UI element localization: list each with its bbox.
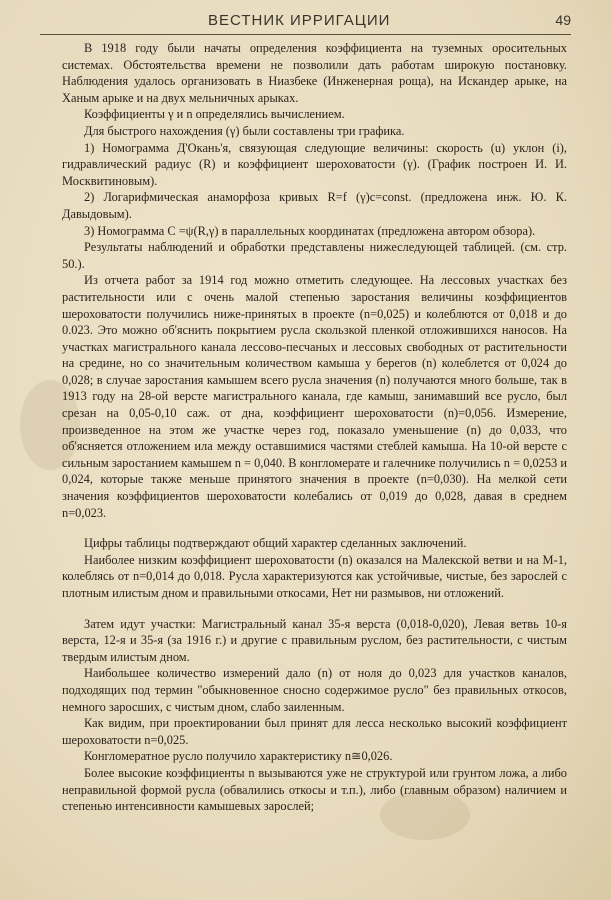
- journal-title: ВЕСТНИК ИРРИГАЦИИ: [208, 12, 391, 29]
- paragraph: 2) Логарифмическая анаморфоза кривых R=f (γ)c=const. (предложена инж. Ю. К. Давыдовым).: [62, 190, 567, 221]
- paragraph: Конгломератное русло получило характеристику n≅0,026.: [84, 749, 393, 764]
- paragraph: 3) Номограмма C =ψ(R,γ) в параллельных координатах (предложена автором обзора).: [84, 223, 536, 238]
- paragraph: Из отчета работ за 1914 год можно отметить следующее. На лессовых участках без растительности или с очень малой степенью заростания величины коэффициентов шероховатости получились ниже-принятых в проекте (n=0,025) и колеблются от 0,018 и до 0.023. Это можно об'яснить покрытием русла скользкой пленкой отложившихся наносов. На участках магистрального канала лессово-песчаных и лессовых свободных от растительности на средине, но со значительным количеством камыша у берегов (n) колеблется от 0,024 до 0,028; в случае заростания камышем всего русла значения (n) получаются много больше, так в 1913 году на 28-ой версте магистрального канала, где камыш, занимавший все русло, был срезан на 0,05-0,10 саж. от дна, коэффициент шероховатости (n)=0,056. Измерение, произведенное на этом же участке через год, показало уменьшение (n) до 0,033, что об'ясняется отложением ила между оставшимися частями стеблей камыша. На 10-ой версте с сильным заростанием камышем n = 0,040. В конгломерате и галечнике получились n = 0,0253 и 0,024, которые также меньше принятого значения в проекте (n=0,030). На мелкой сети значения коэффициентов шероховатости колебались от 0,019 до 0,028, давая в среднем n=0,023.: [62, 273, 567, 520]
- paragraph: В 1918 году были начаты определения коэффициента на туземных оросительных системах. Обстоятельства времени не позволили дать работам широкую постановку. Наблюдения удалось организовать в Ниазбеке (Инженерная роща), на Искандер арыке, на Ханым арыке и на двух мельничных арыках.: [62, 41, 567, 105]
- paragraph: 1) Номограмма Д'Окань'я, связующая следующие величины: скорость (u) уклон (i), гидравлический радиус (R) и коэффициент шероховатости (γ). (График построен И. И. Москвитиновым).: [62, 140, 567, 188]
- paragraph: Результаты наблюдений и обработки представлены нижеследующей таблицей. (см. стр. 50.).: [62, 240, 567, 271]
- paragraph: Для быстрого нахождения (γ) были составлены три графика.: [84, 123, 405, 138]
- article-body: [62, 40, 567, 815]
- paragraph: Наиболее низким коэффициент шероховатости (n) оказался на Малекской ветви и на М-1, колеблясь от n=0,014 до 0,018. Русла характеризуются как устойчивые, чистые, без зарослей с плотным илистым дном и правильными откосами, Нет ни размывов, ни отложений.: [62, 552, 567, 600]
- running-header: [40, 10, 571, 35]
- paragraph: Наибольшее количество измерений дало (n) от ноля до 0,023 для участков каналов, подходящих под термин "обыкновенное сносно содержимое русло" без правильных откосов, немного заросших, с чистым дном, слабо заиленным.: [62, 666, 567, 714]
- paragraph: Более высокие коэффициенты n вызываются уже не структурой или грунтом ложа, а либо неправильной формой русла (обвалились откосы и т.п.), либо (главным образом) наличием и степенью интенсивности камышевых зарослей;: [62, 765, 567, 814]
- paragraph: Коэффициенты γ и n определялись вычислением.: [84, 107, 345, 122]
- paragraph: Как видим, при проектировании был принят для лесса несколько высокий коэффициент шероховатости n=0,025.: [62, 716, 567, 747]
- paragraph: Цифры таблицы подтверждают общий характер сделанных заключений.: [84, 536, 467, 551]
- paragraph: Затем идут участки: Магистральный канал 35-я верста (0,018-0,020), Левая ветвь 10-я верста, 12-я и 35-я (за 1916 г.) и другие с правильным руслом, без растительности, с чистым твердым илистым дном.: [62, 616, 567, 664]
- page-number: 49: [555, 12, 571, 28]
